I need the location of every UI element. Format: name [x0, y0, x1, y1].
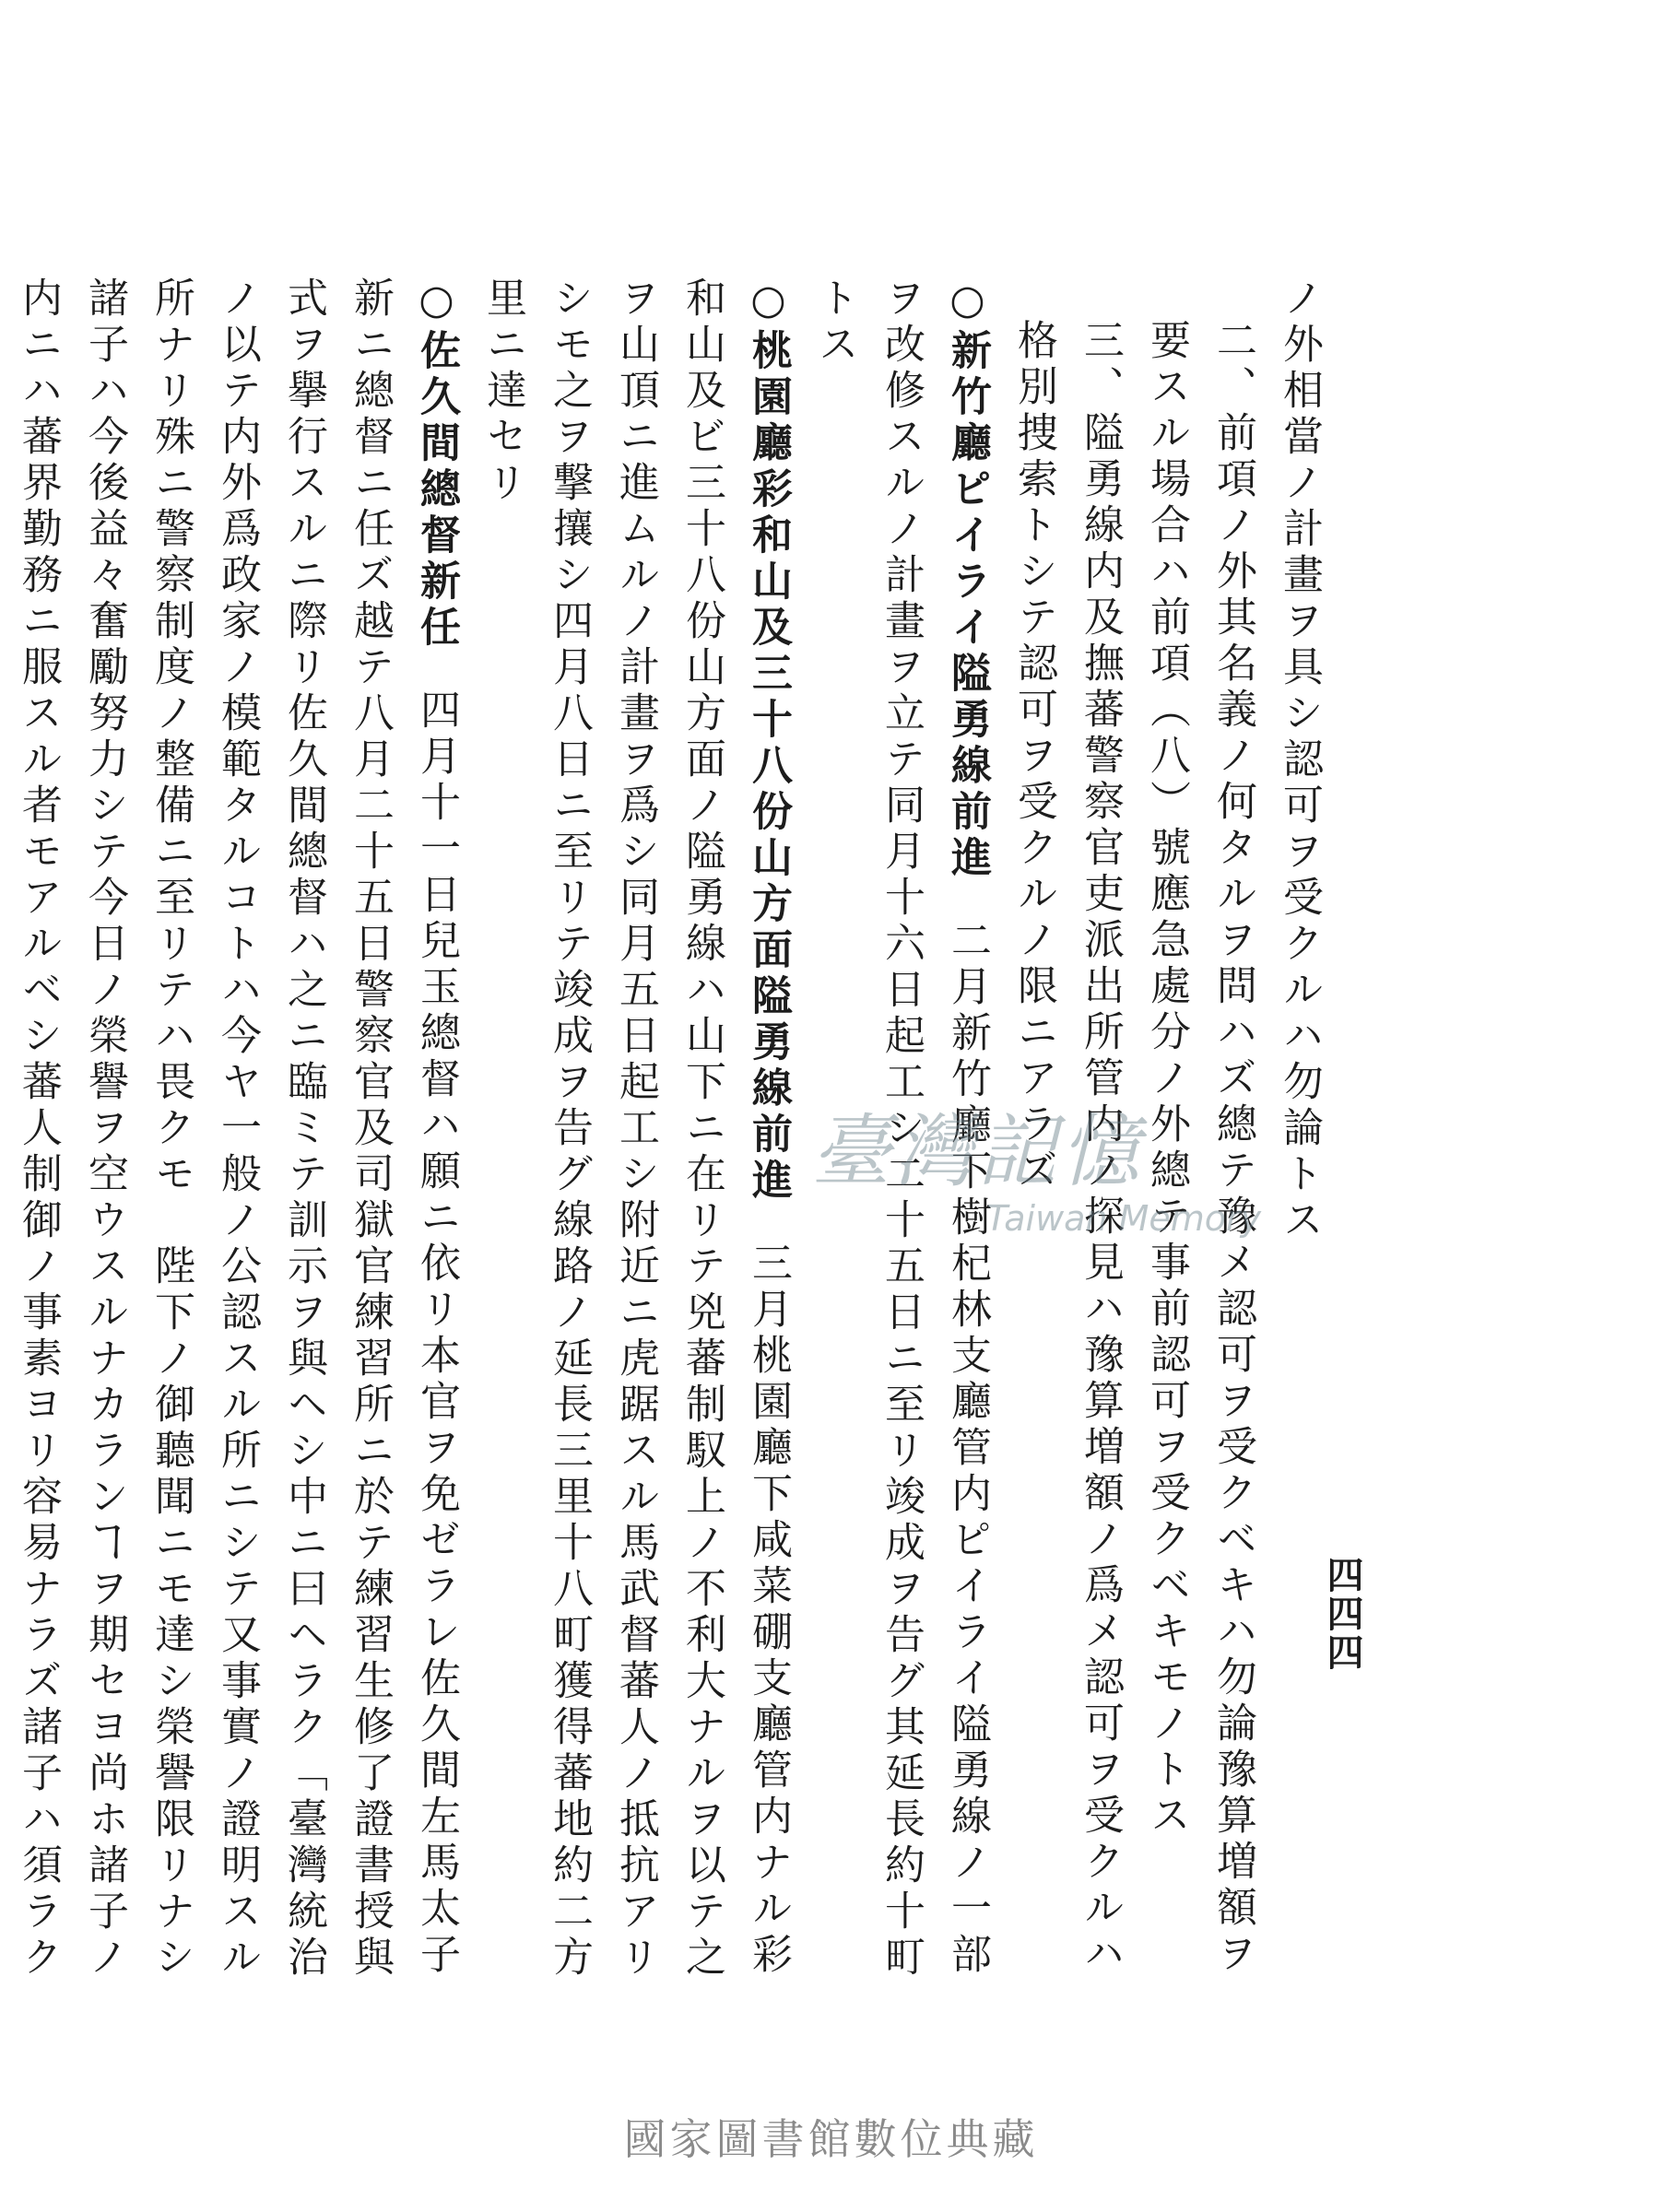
section-body-hsinchu: 二月新竹廳下樹杞林支廳管内ピイライ隘勇線ノ一部ヲ改修スルノ計畫ヲ立テ同月十六日起工シ二十五日ニ至リ竣成ヲ告グ其延長約十町トス: [811, 276, 991, 1982]
watermark-english: Taiwan Memory: [986, 1198, 1262, 1239]
section-body-taoyuan: 三月桃園廳下咸菜硼支廳管内ナル彩和山及ビ三十八份山方面ノ隘勇線ハ山下ニ在リテ兇蕃制馭上ノ不利大ナルヲ以テ之ヲ山頂ニ進ムルノ計畫ヲ爲シ同月五日起工シ附近ニ虎踞スル馬武督蕃人ノ抵抗アリシモ之ヲ撃攘シ四月八日ニ至リテ竣成ヲ告グ線路ノ延長三里十八町獲得蕃地約二方里ニ達セリ: [479, 276, 792, 1982]
section-heading-sakuma: ○佐久間總督新任: [413, 276, 460, 652]
section-body-sakuma: 四月十一日兒玉總督ハ願ニ依リ本官ヲ免ゼラレ佐久間左馬太子新ニ總督ニ任ズ越テ八月二十五日警察官及司獄官練習所ニ於テ練習生修了證書授與式ヲ擧行スルニ際リ佐久間總督ハ之ニ臨ミテ訓示ヲ與ヘシ中ニ曰ヘラク「臺灣統治ノ以テ内外爲政家ノ模範タルコトハ今ヤ一般ノ公認スル所ニシテ又事實ノ證明スル所ナリ殊ニ警察制度ノ整備ニ至リテハ畏クモ 陛下ノ御聽聞ニモ達シ榮譽限リナシ諸子ハ今後益々奮勵努力シテ今日ノ榮譽ヲ空ウスルナカランヿヲ期セヨ尚ホ諸子ノ内ニハ蕃界勤務ニ服スル者モアルベシ蕃人制御ノ事素ヨリ容易ナラズ諸子ハ須ラク: [15, 276, 460, 1982]
section-heading-taoyuan: ○桃園廳彩和山及三十八份山方面隘勇線前進: [745, 276, 792, 1205]
regulation-item-3: 三、隘勇線内及撫蕃警察官吏派出所管内ノ探見ハ豫算増額ノ爲メ認可ヲ受クルハ格別捜索トシテ認可ヲ受クルノ限ニアラズ: [1010, 319, 1124, 1978]
regulation-item-2: 二、前項ノ外其名義ノ何タルヲ問ハズ總テ豫メ認可ヲ受クベキハ勿論豫算増額ヲ要スル場合ハ前項（八）號應急處分ノ外總テ事前認可ヲ受クベキモノトス: [1143, 319, 1256, 1978]
footer-credit: 國家圖書館數位典藏: [623, 2114, 1039, 2164]
watermark-chinese: 臺灣記憶: [811, 1106, 1143, 1198]
section-taoyuan: [469, 276, 801, 1982]
section-heading-hsinchu: ○新竹廳ピイライ隘勇線前進: [944, 276, 991, 882]
section-sakuma: [0, 276, 469, 1982]
taiwan-memory-watermark: [811, 1088, 1272, 1253]
paragraph-continuation: ノ外相當ノ計畫ヲ具シ認可ヲ受クルハ勿論トス: [1276, 276, 1323, 1244]
page-number: 四四四: [1321, 1556, 1364, 1672]
